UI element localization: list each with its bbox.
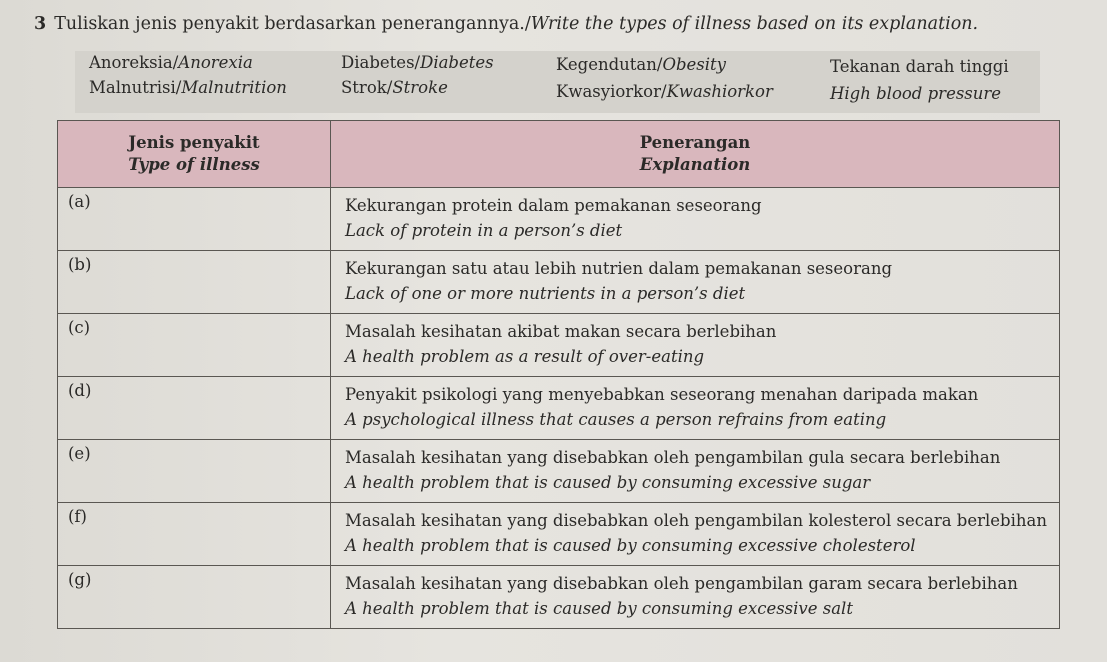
word-bank-item-diabetes: Diabetes/Diabetes — [341, 53, 494, 72]
table-header-row — [58, 121, 1060, 188]
explanation-cell: Kekurangan satu atau lebih nutrien dalam pemakanan seseorang Lack of one or more nutrients in a person’s diet — [331, 251, 1060, 314]
question-prompt — [34, 14, 978, 34]
word-bank-item-obesity: Kegendutan/Obesity — [556, 55, 727, 74]
table-row — [58, 503, 1060, 566]
header-type-of-illness: Jenis penyakit Type of illness — [58, 121, 331, 188]
table-row — [58, 440, 1060, 503]
answer-cell[interactable] — [58, 314, 331, 377]
illness-table — [57, 120, 1060, 629]
word-bank-item-high-blood-pressure-ms: Tekanan darah tinggi — [830, 57, 1009, 76]
explanation-cell: Penyakit psikologi yang menyebabkan seseorang menahan daripada makan A psychological illness that causes a person refrains from eating — [331, 377, 1060, 440]
word-bank-item-malnutrition: Malnutrisi/Malnutrition — [89, 78, 287, 97]
word-bank-item-stroke: Strok/Stroke — [341, 78, 448, 97]
table-row — [58, 566, 1060, 629]
word-bank-item-anorexia: Anoreksia/Anorexia — [89, 53, 253, 72]
word-bank-item-kwashiorkor: Kwasyiorkor/Kwashiorkor — [556, 82, 773, 101]
question-text-en: Write the types of illness based on its explanation. — [530, 14, 979, 34]
explanation-cell: Masalah kesihatan yang disebabkan oleh pengambilan kolesterol secara berlebihan A health problem that is caused by consuming excessive cholesterol — [331, 503, 1060, 566]
header-explanation: Penerangan Explanation — [331, 121, 1060, 188]
explanation-cell: Kekurangan protein dalam pemakanan seseorang Lack of protein in a person’s diet — [331, 188, 1060, 251]
answer-cell[interactable] — [58, 188, 331, 251]
question-number: 3 — [34, 14, 47, 34]
row-label: (a) — [68, 192, 91, 211]
table-row — [58, 314, 1060, 377]
word-bank — [75, 51, 1040, 113]
answer-cell[interactable] — [58, 377, 331, 440]
table-row — [58, 188, 1060, 251]
question-text-ms: Tuliskan jenis penyakit berdasarkan penerangannya./ — [54, 14, 531, 34]
answer-cell[interactable] — [58, 251, 331, 314]
row-label: (b) — [68, 255, 92, 274]
row-label: (e) — [68, 444, 91, 463]
table-row — [58, 377, 1060, 440]
explanation-cell: Masalah kesihatan yang disebabkan oleh pengambilan gula secara berlebihan A health problem that is caused by consuming excessive sugar — [331, 440, 1060, 503]
explanation-cell: Masalah kesihatan akibat makan secara berlebihan A health problem as a result of over-eating — [331, 314, 1060, 377]
answer-cell[interactable] — [58, 566, 331, 629]
explanation-cell: Masalah kesihatan yang disebabkan oleh pengambilan garam secara berlebihan A health problem that is caused by consuming excessive salt — [331, 566, 1060, 629]
word-bank-item-high-blood-pressure-en: High blood pressure — [830, 84, 1002, 103]
answer-cell[interactable] — [58, 503, 331, 566]
answer-cell[interactable] — [58, 440, 331, 503]
row-label: (d) — [68, 381, 92, 400]
table-row — [58, 251, 1060, 314]
row-label: (g) — [68, 570, 92, 589]
row-label: (f) — [68, 507, 87, 526]
row-label: (c) — [68, 318, 91, 337]
